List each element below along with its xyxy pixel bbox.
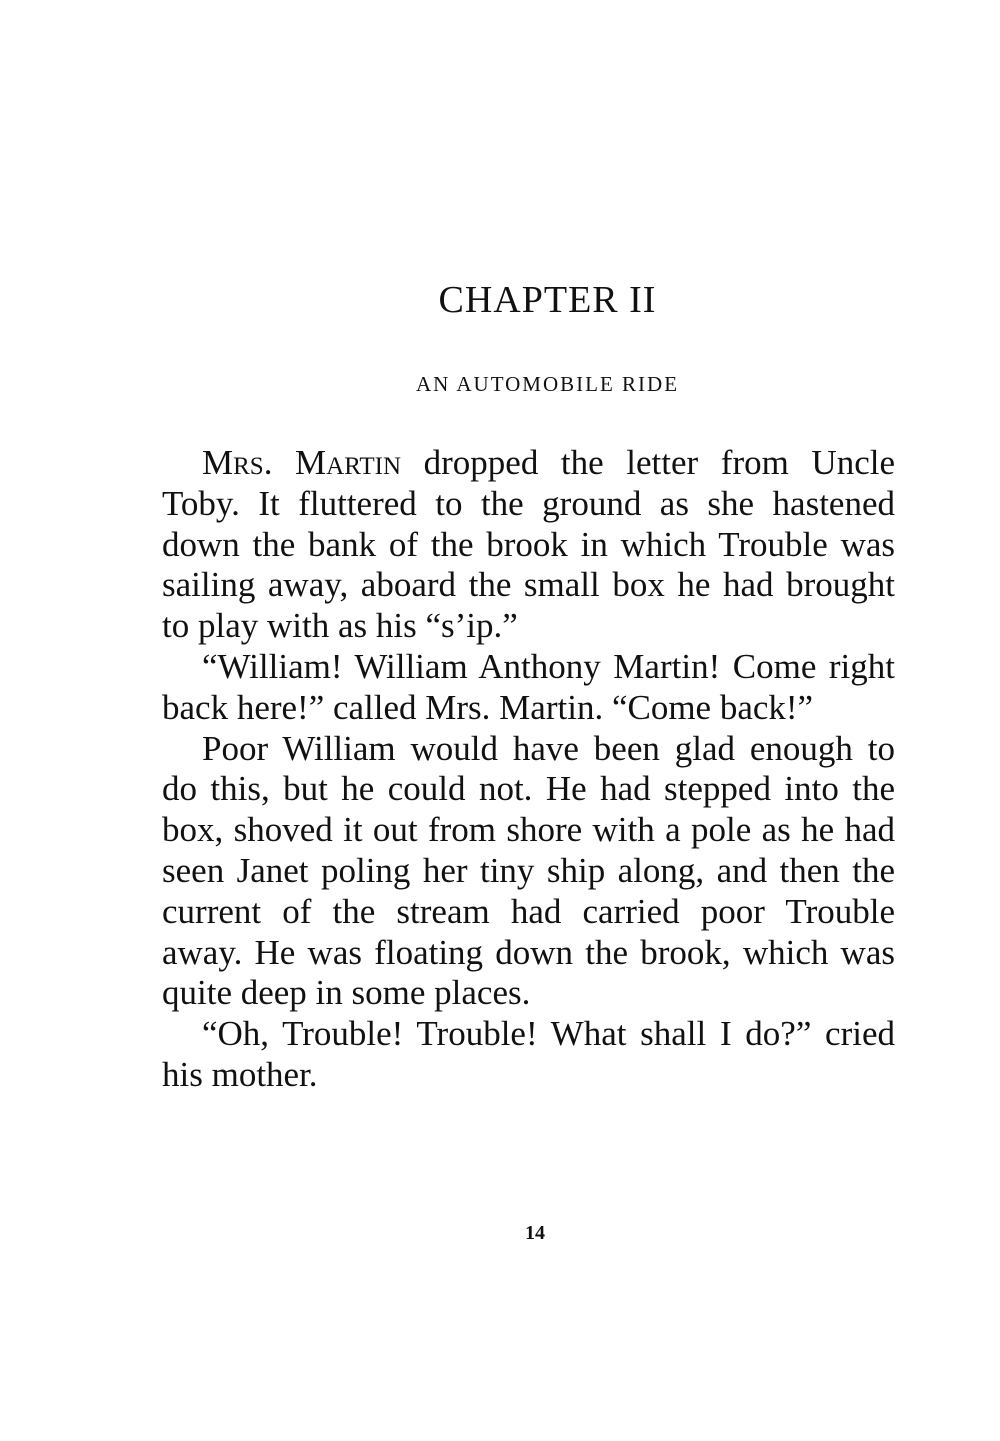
page-number: 14 [525,1222,545,1244]
paragraph-1-text: dropped the letter from Uncle Toby. It fluttered to the ground as she hastened down the bank of the brook in which Trouble was sailing away, aboard the small box he had brought to play with as his “s’ip.” [162,443,895,646]
paragraph-1 [162,443,895,647]
paragraph-2: “William! William Anthony Martin! Come right back here!” called Mrs. Martin. “Come back!” [162,646,895,727]
paragraph-3: Poor William would have been glad enough to do this, but he could not. He had stepped into the box, shoved it out from shore with a pole as he had seen Janet poling her tiny ship along, and then the current of the stream had carried poor Trouble away. He was floating down the brook, which was quite deep in some places. [162,728,895,1013]
paragraph-4: “Oh, Trouble! Trouble! What shall I do?” cried his mother. [162,1014,895,1094]
chapter-body [162,443,895,1096]
chapter-heading: CHAPTER II [438,279,657,321]
paragraph-lead-in: Mrs. Martin [202,443,402,482]
chapter-subtitle: AN AUTOMOBILE RIDE [415,372,680,396]
